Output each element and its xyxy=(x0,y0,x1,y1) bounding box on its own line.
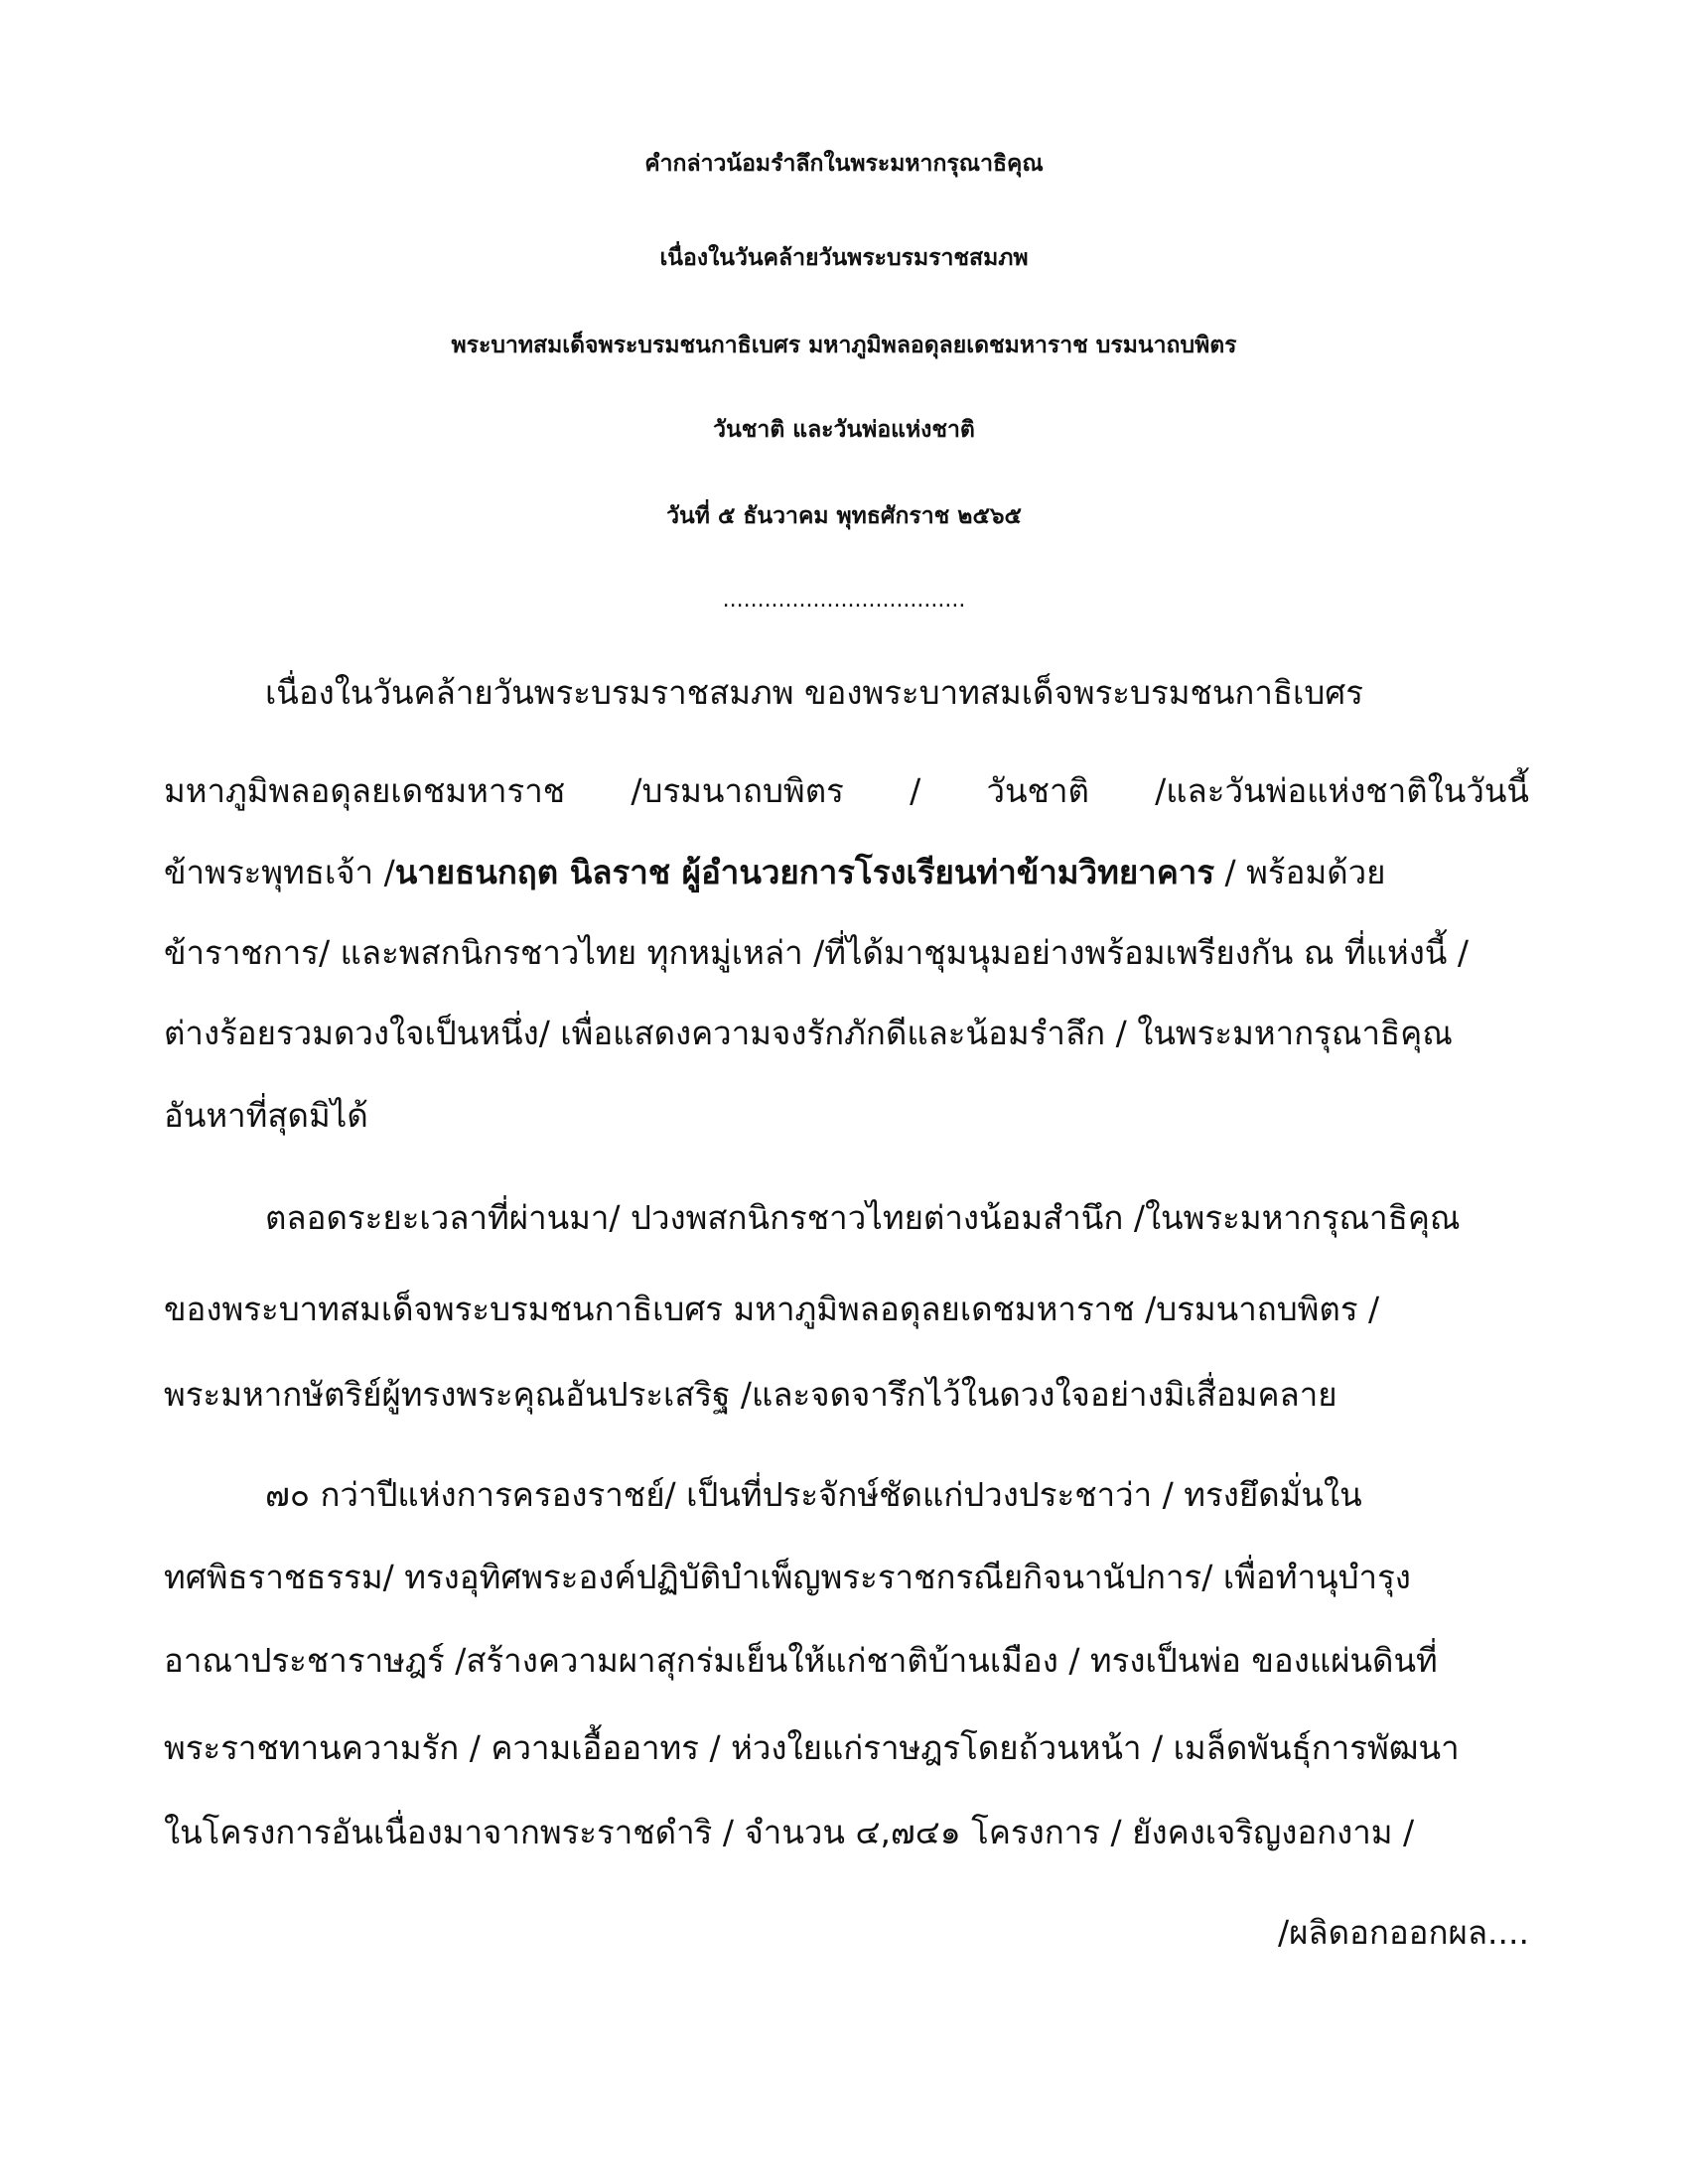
paragraph-1-line-2-part-5: /และวันพ่อแห่งชาติในวันนี้ xyxy=(1155,771,1529,810)
paragraph-2-line-2: ของพระบาทสมเด็จพระบรมชนกาธิเบศร มหาภูมิพลอดุลยเดชมหาราช /บรมนาถบพิตร / xyxy=(164,1290,1380,1328)
title-line-4: วันชาติ และวันพ่อแห่งชาติ xyxy=(713,417,975,443)
paragraph-1-line-2-part-3: / xyxy=(910,771,921,810)
paragraph-3-line-4: พระราชทานความรัก / ความเอื้ออาทร / ห่วงใยแก่ราษฎรโดยถ้วนหน้า / เมล็ดพันธุ์การพัฒนา xyxy=(164,1728,1460,1767)
paragraph-1-line-4: ข้าราชการ/ และพสกนิกรชาวไทย ทุกหมู่เหล่า /ที่ได้มาชุมนุมอย่างพร้อมเพรียงกัน ณ ที่แห่งนี้ / xyxy=(164,933,1469,972)
paragraph-3-line-5: ในโครงการอันเนื่องมาจากพระราชดำริ / จำนวน ๔,๗๔๑ โครงการ / ยังคงเจริญงอกงาม / xyxy=(164,1813,1415,1851)
paragraph-1-line-2-part-1: มหาภูมิพลอดุลยเดชมหาราช xyxy=(164,771,566,810)
paragraph-3-line-2: ทศพิธราชธรรม/ ทรงอุทิศพระองค์ปฏิบัติบำเพ็ญพระราชกรณียกิจนานัปการ/ เพื่อทำนุบำรุง xyxy=(164,1558,1411,1596)
title-line-1: คำกล่าวน้อมรำลึกในพระมหากรุณาธิคุณ xyxy=(644,151,1044,177)
dotted-separator: ................................... xyxy=(722,588,966,613)
paragraph-1-line-2 xyxy=(164,769,1529,813)
continuation-marker: /ผลิดอกออกผล.... xyxy=(1277,1913,1529,1952)
speaker-name-title: นายธนกฤต นิลราช ผู้อำนวยการโรงเรียนท่าข้ามวิทยาคาร xyxy=(394,853,1215,891)
paragraph-1-line-3-prefix: ข้าพระพุทธเจ้า / xyxy=(164,853,395,891)
paragraph-2-line-3: พระมหากษัตริย์ผู้ทรงพระคุณอันประเสริฐ /และจดจารึกไว้ในดวงใจอย่างมิเสื่อมคลาย xyxy=(164,1375,1337,1414)
paragraph-1-line-3-suffix: / พร้อมด้วย xyxy=(1214,853,1386,891)
paragraph-1-line-5: ต่างร้อยรวมดวงใจเป็นหนึ่ง/ เพื่อแสดงความจงรักภักดีและน้อมรำลึก / ในพระมหากรุณาธิคุณ xyxy=(164,1014,1453,1052)
title-line-2: เนื่องในวันคล้ายวันพระบรมราชสมภพ xyxy=(659,245,1029,271)
paragraph-1-line-3 xyxy=(164,851,1529,894)
title-line-5: วันที่ ๕ ธันวาคม พุทธศักราช ๒๕๖๕ xyxy=(666,503,1022,529)
paragraph-3-line-3: อาณาประชาราษฎร์ /สร้างความผาสุกร่มเย็นให้แก่ชาติบ้านเมือง / ทรงเป็นพ่อ ของแผ่นดินที่ xyxy=(164,1641,1438,1680)
paragraph-1-line-2-part-2: /บรมนาถบพิตร xyxy=(631,771,844,810)
paragraph-2-line-1: ตลอดระยะเวลาที่ผ่านมา/ ปวงพสกนิกรชาวไทยต่างน้อมสำนึก /ในพระมหากรุณาธิคุณ xyxy=(265,1198,1461,1237)
paragraph-1-line-2-part-4: วันชาติ xyxy=(986,771,1089,810)
paragraph-3-line-1: ๗๐ กว่าปีแห่งการครองราชย์/ เป็นที่ประจักษ์ชัดแก่ปวงประชาว่า / ทรงยึดมั่นใน xyxy=(265,1475,1362,1514)
paragraph-1-line-1: เนื่องในวันคล้ายวันพระบรมราชสมภพ ของพระบาทสมเด็จพระบรมชนกาธิเบศร xyxy=(265,673,1363,712)
title-line-3: พระบาทสมเด็จพระบรมชนกาธิเบศร มหาภูมิพลอดุลยเดชมหาราช บรมนาถบพิตร xyxy=(451,333,1237,358)
paragraph-1-line-6: อันหาที่สุดมิได้ xyxy=(164,1096,368,1135)
